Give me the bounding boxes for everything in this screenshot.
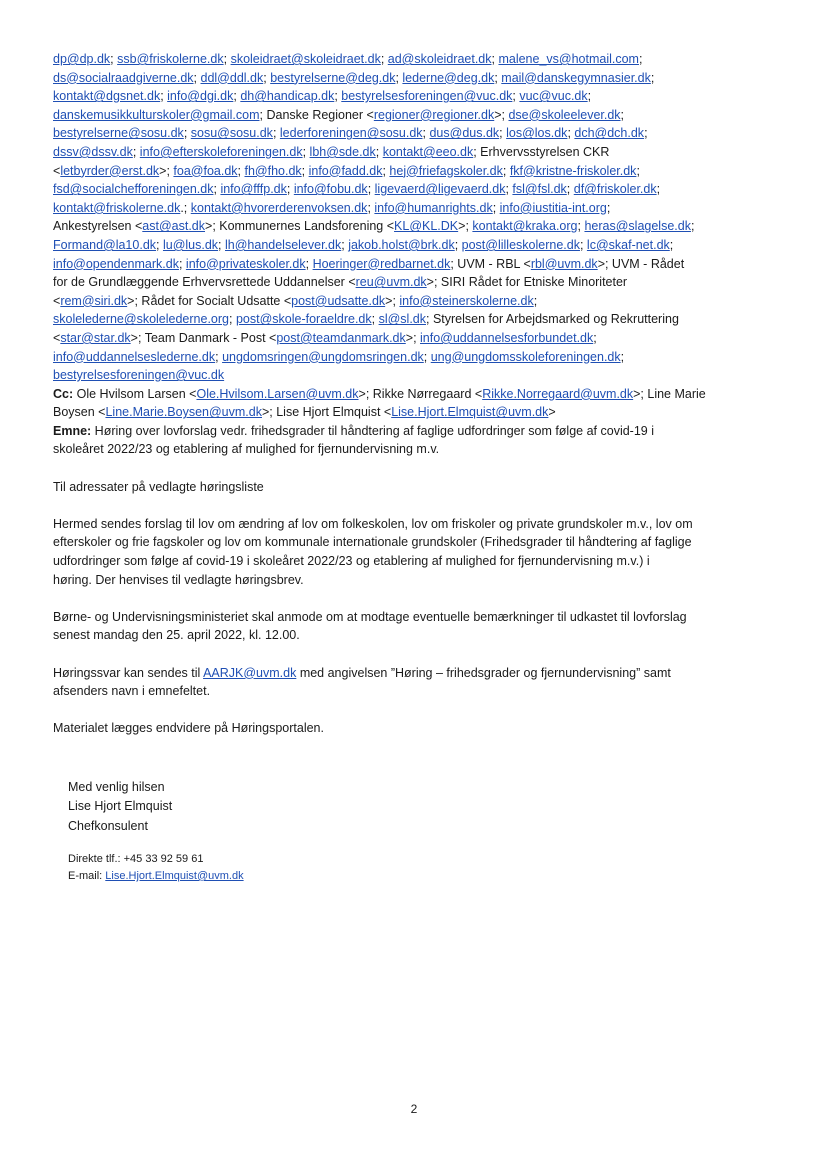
email-link[interactable]: ligevaerd@ligevaerd.dk — [374, 182, 506, 197]
email-link[interactable]: kontakt@kraka.org — [472, 219, 578, 234]
text-segment: >; Team Danmark - Post < — [130, 330, 277, 345]
text-line — [53, 422, 773, 441]
email-link[interactable]: info@opendenmark.dk — [53, 256, 179, 271]
text-segment: ; — [193, 70, 201, 85]
email-link[interactable]: kontakt@dgsnet.dk — [53, 89, 161, 104]
text-segment: ; — [156, 237, 163, 252]
text-segment: >; Lise Hjort Elmquist < — [261, 405, 392, 420]
text-segment: ; — [132, 144, 140, 159]
text-line — [53, 124, 773, 143]
text-segment: skoleåret 2022/23 og etablering af mulighed for fjernundervisning m.v. — [53, 442, 440, 457]
text-segment: ; — [644, 126, 648, 141]
text-segment: ; — [690, 219, 695, 234]
email-link[interactable]: ast@ast.dk — [142, 219, 206, 234]
text-line — [53, 348, 773, 367]
email-link[interactable]: kontakt@eeo.dk — [382, 144, 474, 159]
text-line — [53, 626, 773, 645]
email-link[interactable]: post@udsatte.dk — [291, 293, 386, 308]
email-link[interactable]: Hoeringer@redbarnet.dk — [312, 256, 451, 271]
text-segment: ; — [566, 182, 574, 197]
text-segment: ; — [371, 312, 379, 327]
contact-email-line — [68, 868, 244, 885]
email-link[interactable]: ds@socialraadgiverne.dk — [53, 70, 194, 85]
email-link[interactable]: Rikke.Norregaard@uvm.dk — [482, 386, 634, 401]
email-link[interactable]: dse@skoleelever.dk — [508, 107, 621, 122]
text-segment: ; — [492, 200, 500, 215]
email-link[interactable]: kontakt@friskolerne.dk — [53, 200, 181, 215]
email-link[interactable]: ddl@ddl.dk — [200, 70, 264, 85]
text-segment: ; — [375, 144, 383, 159]
email-link[interactable]: letbyrder@erst.dk — [60, 163, 160, 178]
text-segment: ; — [380, 52, 388, 66]
text-line — [53, 719, 773, 738]
text-segment: ; Erhvervsstyrelsen CKR — [473, 144, 610, 159]
text-segment: >; — [494, 107, 509, 122]
text-segment: > — [548, 405, 556, 420]
paragraph-gap — [53, 589, 773, 608]
text-segment: Materialet lægges endvidere på Høringsportalen. — [53, 721, 324, 736]
text-segment: ; — [395, 70, 403, 85]
text-segment: ; — [237, 163, 245, 178]
text-segment: ; — [272, 126, 280, 141]
paragraph-gap — [53, 645, 773, 664]
email-link[interactable]: info@fobu.dk — [293, 182, 368, 197]
email-link[interactable]: Line.Marie.Boysen@uvm.dk — [105, 405, 262, 420]
email-link[interactable]: star@star.dk — [60, 330, 131, 345]
email-link[interactable]: kontakt@hvorerderenvoksen.dk — [190, 200, 368, 215]
text-segment: ; — [491, 52, 499, 66]
email-link[interactable]: bestyrelsesforeningen@vuc.dk — [341, 89, 513, 104]
email-link[interactable]: ad@skoleidraet.dk — [387, 52, 492, 66]
email-link[interactable]: dch@dch.dk — [574, 126, 645, 141]
text-segment: ; — [620, 107, 625, 122]
email-link[interactable]: Formand@la10.dk — [53, 237, 157, 252]
text-segment: Hermed sendes forslag til lov om ændring af lov om folkeskolen, lov om friskoler og private grundskoler m.v., lov om — [53, 516, 693, 531]
text-line — [53, 533, 773, 552]
email-link[interactable]: post@teamdanmark.dk — [276, 330, 406, 345]
email-link[interactable]: post@skole-foraeldre.dk — [235, 312, 372, 327]
email-link[interactable]: fkf@kristne-friskoler.dk — [509, 163, 637, 178]
text-segment: < — [53, 330, 61, 345]
text-line — [53, 440, 773, 459]
text-segment: ; — [423, 349, 431, 364]
text-segment: ; — [218, 237, 225, 252]
text-line — [53, 255, 773, 274]
text-segment: Høring over lovforslag vedr. frihedsgrader til håndtering af faglige udfordringer som følge af covid-19 i — [91, 423, 654, 438]
text-segment: ; — [638, 52, 643, 66]
text-line — [53, 552, 773, 571]
email-body — [53, 50, 773, 738]
text-segment: ; — [229, 312, 236, 327]
text-line — [53, 664, 773, 683]
email-link[interactable]: lbh@sde.dk — [309, 144, 376, 159]
text-line — [53, 106, 773, 125]
text-segment: ; — [367, 182, 375, 197]
email-link[interactable]: info@humanrights.dk — [374, 200, 493, 215]
signature-block — [68, 778, 172, 836]
signature-name: Lise Hjort Elmquist — [68, 799, 173, 814]
text-segment: ; — [382, 163, 390, 178]
text-segment: ; — [656, 182, 661, 197]
contact-block — [68, 851, 244, 885]
email-link[interactable]: KL@KL.DK — [394, 219, 459, 234]
text-segment: ; — [302, 144, 310, 159]
text-segment: >; — [405, 330, 421, 345]
email-link[interactable]: foa@foa.dk — [173, 163, 238, 178]
text-segment: ; — [606, 200, 611, 215]
email-link[interactable]: info@fffp.dk — [220, 182, 287, 197]
text-segment: ; — [567, 126, 575, 141]
text-segment: ; — [110, 52, 118, 66]
text-line — [53, 608, 773, 627]
text-line — [53, 571, 773, 590]
text-segment: ; — [223, 52, 231, 66]
recipient-list — [53, 50, 773, 385]
email-link[interactable]: info@steinerskolerne.dk — [399, 293, 534, 308]
text-segment: ; — [454, 237, 462, 252]
text-line — [53, 292, 773, 311]
email-link[interactable]: bestyrelserne@sosu.dk — [53, 126, 184, 141]
email-link[interactable]: info@efterskoleforeningen.dk — [139, 144, 303, 159]
text-line — [53, 273, 773, 292]
text-segment: ; — [669, 237, 674, 252]
text-segment: høring. Der henvises til vedlagte høringsbrev. — [53, 572, 304, 587]
text-line — [53, 199, 773, 218]
email-link[interactable]: post@lilleskolerne.dk — [461, 237, 580, 252]
email-link[interactable]: AARJK@uvm.dk — [203, 665, 297, 680]
email-link[interactable]: dh@handicap.dk — [240, 89, 335, 104]
text-segment: >; — [385, 293, 400, 308]
text-segment: Børne- og Undervisningsministeriet skal anmode om at modtage eventuelle bemærkninger til udkastet til lovforslag — [53, 609, 687, 624]
text-segment: ; — [183, 126, 191, 141]
text-line — [53, 217, 773, 236]
text-segment: ; — [422, 126, 430, 141]
email-link[interactable]: lederne@deg.dk — [402, 70, 495, 85]
paragraph-gap — [53, 701, 773, 720]
email-link[interactable]: info@dgi.dk — [167, 89, 234, 104]
text-segment: >; SIRI Rådet for Etniske Minoriteter — [426, 275, 628, 290]
contact-phone: Direkte tlf.: +45 33 92 59 61 — [68, 853, 204, 865]
text-segment: ; — [334, 89, 342, 104]
text-segment: ; — [263, 70, 271, 85]
email-link[interactable]: info@uddannelsesforbundet.dk — [420, 330, 594, 345]
text-segment: ; — [367, 200, 375, 215]
field-label: Emne: — [53, 423, 92, 438]
text-line — [53, 162, 773, 181]
email-link[interactable]: Lise.Hjort.Elmquist@uvm.dk — [391, 405, 549, 420]
email-link[interactable]: info@privateskoler.dk — [185, 256, 306, 271]
email-link[interactable]: danskemusikkulturskoler@gmail.com — [53, 107, 260, 122]
text-line — [53, 236, 773, 255]
text-line — [53, 329, 773, 348]
text-line — [53, 87, 773, 106]
text-line — [53, 682, 773, 701]
text-segment: ; — [233, 89, 241, 104]
email-link[interactable]: lh@handelselever.dk — [225, 237, 342, 252]
email-link[interactable]: lu@lus.dk — [162, 237, 219, 252]
email-link[interactable]: ungdomsringen@ungdomsringen.dk — [222, 349, 424, 364]
text-segment: .; — [180, 200, 191, 215]
text-segment: ; — [502, 163, 510, 178]
email-link[interactable]: mail@danskegymnasier.dk — [501, 70, 651, 85]
email-link[interactable]: info@uddannelseslederne.dk — [53, 349, 216, 364]
email-link[interactable]: dssv@dssv.dk — [53, 144, 133, 159]
text-segment: >; UVM - Rådet — [597, 256, 685, 271]
text-segment: ; — [494, 70, 502, 85]
signature-closing: Med venlig hilsen — [68, 780, 165, 794]
email-link[interactable]: jakob.holst@brk.dk — [348, 237, 455, 252]
text-segment: efterskoler og frie fagskoler og lov om kommunale internationale grundskoler (Frihedsgrader til håndtering af faglige — [53, 535, 692, 550]
text-segment: >; — [159, 163, 174, 178]
text-segment: Boysen < — [53, 405, 106, 420]
email-link[interactable]: fh@fho.dk — [244, 163, 302, 178]
message-body — [53, 459, 773, 738]
cc-subject-block — [53, 385, 773, 459]
text-line — [53, 478, 773, 497]
text-segment: ; — [505, 182, 513, 197]
email-link[interactable]: regioner@regioner.dk — [373, 107, 495, 122]
text-segment: ; — [160, 89, 168, 104]
text-line — [53, 50, 773, 69]
text-segment: ; — [215, 349, 223, 364]
text-segment: ; — [577, 219, 585, 234]
contact-email-label: E-mail: — [68, 870, 106, 882]
text-segment: Ankestyrelsen < — [53, 219, 143, 234]
email-link[interactable]: dus@dus.dk — [429, 126, 500, 141]
field-label: Cc: — [53, 386, 74, 401]
text-segment: ; — [341, 237, 349, 252]
paragraph-gap — [53, 459, 773, 478]
text-segment: ; Danske Regioner < — [259, 107, 374, 122]
text-line — [53, 403, 773, 422]
text-segment: ; — [178, 256, 186, 271]
text-segment: Til adressater på vedlagte høringsliste — [53, 479, 264, 494]
text-segment: ; — [587, 89, 592, 104]
text-segment: afsenders navn i emnefeltet. — [53, 684, 211, 699]
text-segment: >; Rådet for Socialt Udsatte < — [127, 293, 292, 308]
text-segment: Ole Hvilsom Larsen < — [73, 386, 197, 401]
email-link[interactable]: bestyrelsesforeningen@vuc.dk — [53, 368, 225, 383]
email-link[interactable]: Ole.Hvilsom.Larsen@uvm.dk — [196, 386, 359, 401]
email-link[interactable]: dp@dp.dk — [53, 52, 111, 66]
email-link[interactable]: malene_vs@hotmail.com — [498, 52, 639, 66]
email-link[interactable]: vuc@vuc.dk — [519, 89, 588, 104]
text-segment: ; — [512, 89, 520, 104]
text-segment: med angivelsen ”Høring – frihedsgrader og fjernundervisning” samt — [296, 665, 671, 680]
text-segment: ; Styrelsen for Arbejdsmarked og Rekruttering — [426, 312, 679, 327]
text-line — [53, 366, 773, 385]
text-segment: >; Kommunernes Landsforening < — [205, 219, 395, 234]
text-segment: ; — [620, 349, 625, 364]
contact-email-link[interactable]: Lise.Hjort.Elmquist@uvm.dk — [105, 870, 244, 882]
text-segment: senest mandag den 25. april 2022, kl. 12.00. — [53, 628, 300, 643]
text-segment: >; Rikke Nørregaard < — [358, 386, 483, 401]
text-segment: ; — [636, 163, 640, 178]
email-link[interactable]: ssb@friskolerne.dk — [117, 52, 224, 66]
email-link[interactable]: lederforeningen@sosu.dk — [279, 126, 423, 141]
text-segment: ; UVM - RBL < — [450, 256, 531, 271]
signature-title: Chefkonsulent — [68, 818, 148, 833]
email-link[interactable]: bestyrelserne@deg.dk — [270, 70, 396, 85]
email-link[interactable]: rbl@uvm.dk — [530, 256, 598, 271]
email-link[interactable]: sl@sl.dk — [378, 312, 426, 327]
text-segment: ; — [579, 237, 587, 252]
email-link[interactable]: ung@ungdomsskoleforeningen.dk — [430, 349, 621, 364]
email-link[interactable]: skoleidraet@skoleidraet.dk — [230, 52, 381, 66]
email-link[interactable]: info@fadd.dk — [308, 163, 383, 178]
text-segment: ; — [301, 163, 309, 178]
text-segment: for de Grundlæggende Erhvervsrettede Uddannelser < — [53, 275, 356, 290]
email-link[interactable]: fsl@fsl.dk — [512, 182, 567, 197]
text-segment: Høringssvar kan sendes til — [53, 665, 204, 680]
text-line — [53, 180, 773, 199]
text-line — [53, 310, 773, 329]
text-segment: ; — [286, 182, 294, 197]
text-segment: ; — [650, 70, 655, 85]
text-segment: < — [53, 163, 61, 178]
email-link[interactable]: skolelederne@skolelederne.org — [53, 312, 229, 327]
page-number: 2 — [410, 1102, 418, 1116]
email-link[interactable]: sosu@sosu.dk — [190, 126, 273, 141]
text-segment: ; — [593, 330, 597, 345]
text-segment: >; Line Marie — [633, 386, 706, 401]
email-link[interactable]: df@friskoler.dk — [573, 182, 657, 197]
email-link[interactable]: info@iustitia-int.org — [499, 200, 607, 215]
paragraph-gap — [53, 496, 773, 515]
email-link[interactable]: rem@siri.dk — [60, 293, 128, 308]
email-link[interactable]: reu@uvm.dk — [355, 275, 427, 290]
text-segment: ; — [533, 293, 538, 308]
text-segment: udfordringer som følge af covid-19 i skoleåret 2022/23 og etablering af mulighed for fjernundervisning m.v.) i — [53, 554, 650, 569]
text-line — [53, 385, 773, 404]
email-link[interactable]: los@los.dk — [506, 126, 568, 141]
email-link[interactable]: lc@skaf-net.dk — [586, 237, 670, 252]
text-line — [53, 143, 773, 162]
text-segment: ; — [305, 256, 313, 271]
email-link[interactable]: hej@friefagskoler.dk — [389, 163, 503, 178]
text-segment: ; — [213, 182, 221, 197]
text-line — [53, 69, 773, 88]
text-segment: ; — [499, 126, 507, 141]
email-link[interactable]: heras@slagelse.dk — [584, 219, 691, 234]
text-segment: < — [53, 293, 61, 308]
text-segment: >; — [458, 219, 473, 234]
email-link[interactable]: fsd@socialchefforeningen.dk — [53, 182, 214, 197]
text-line — [53, 515, 773, 534]
